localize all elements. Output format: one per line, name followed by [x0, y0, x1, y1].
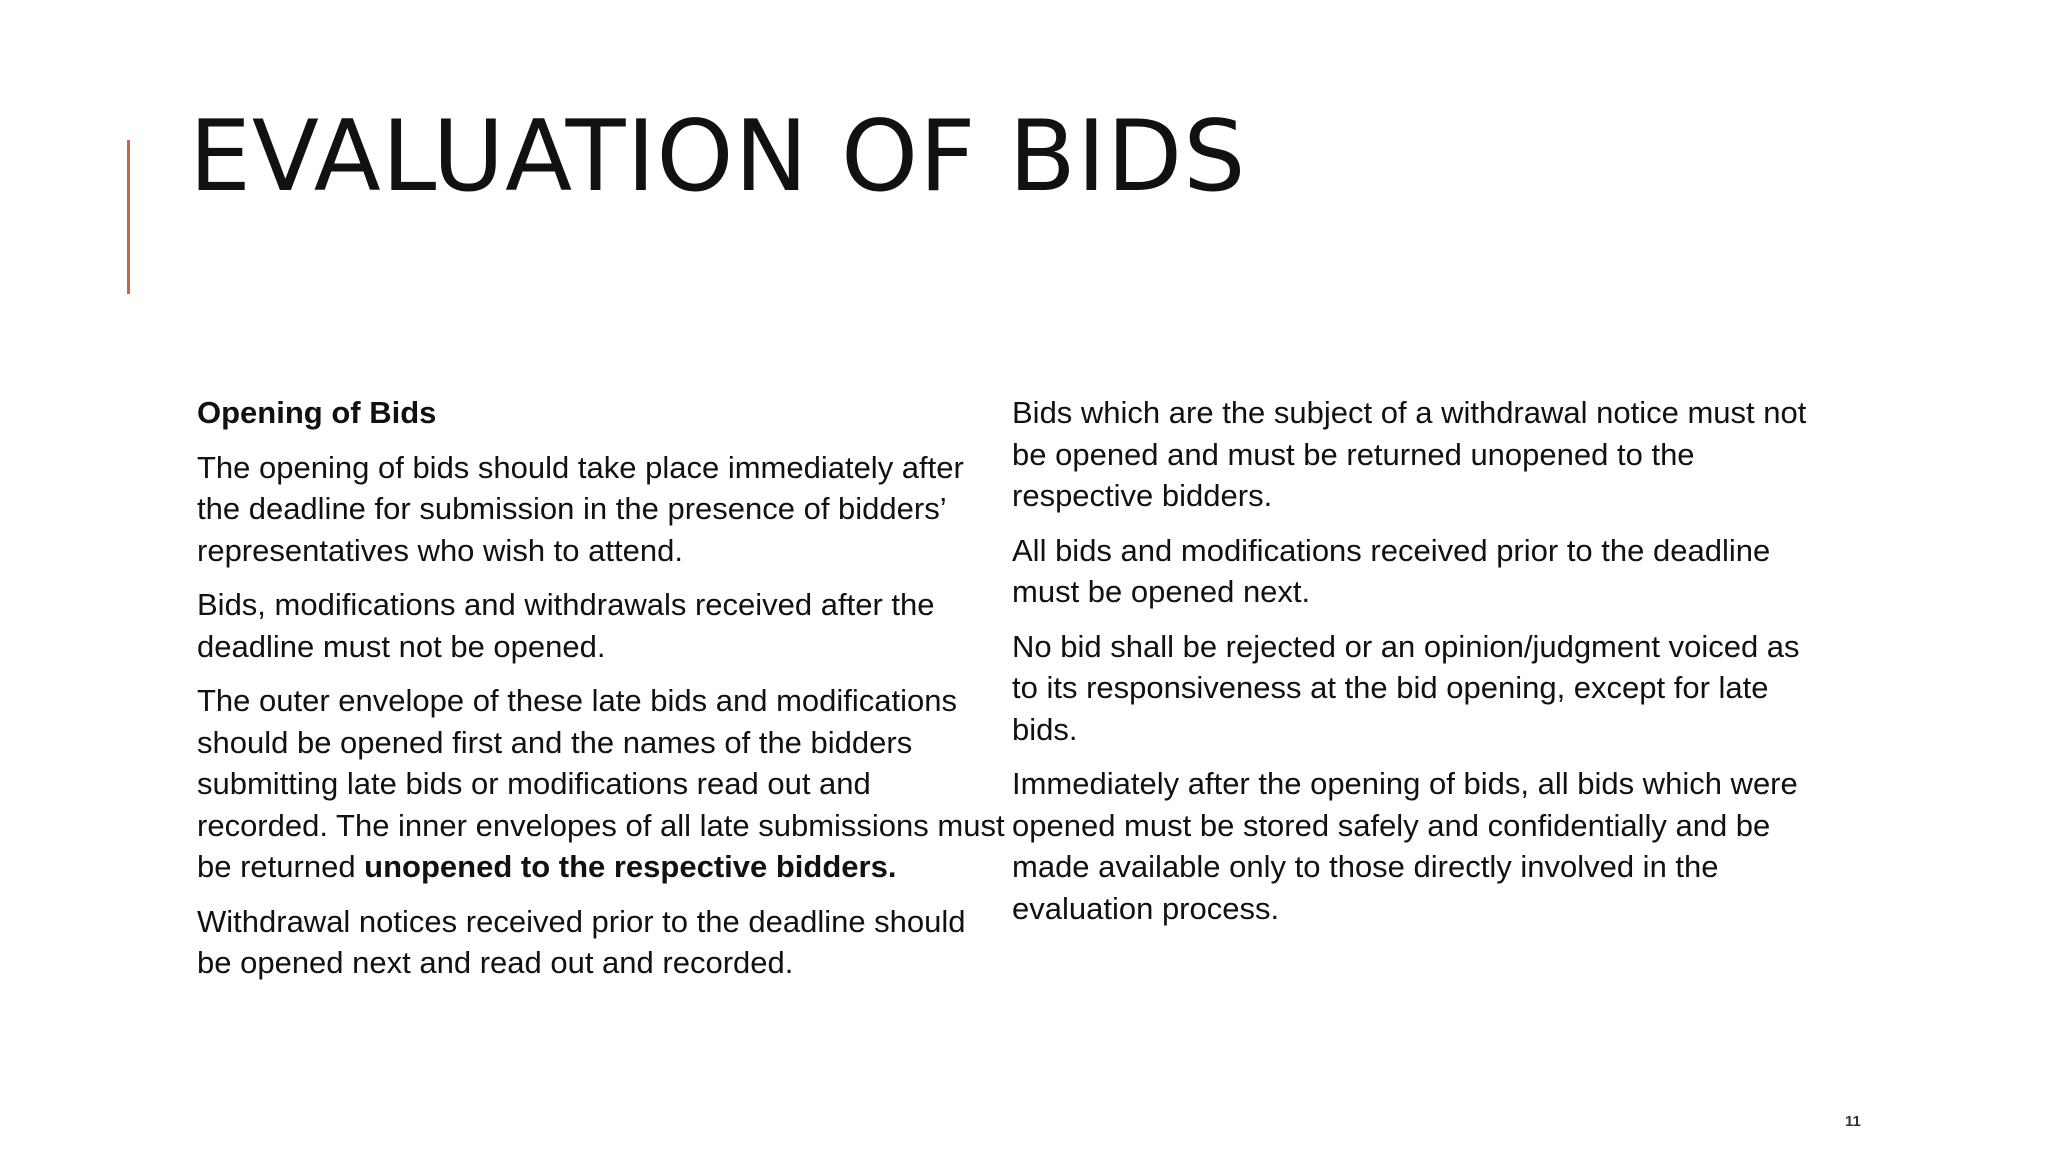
title-accent-bar [127, 140, 130, 294]
slide-title: EVALUATION OF BIDS [189, 100, 1247, 214]
paragraph-storage: Immediately after the opening of bids, all bids which were opened must be stored safely and confidentially and be made available only to those directly involved in the evaluation process. [1012, 766, 1798, 926]
paragraph-prior-bids: All bids and modifications received prior to the deadline must be opened next. [1012, 532, 1771, 609]
page-number: 11 [1845, 1113, 1861, 1130]
right-content-column [1012, 392, 1832, 942]
section-heading: Opening of Bids [197, 395, 437, 430]
paragraph-no-rejection: No bid shall be rejected or an opinion/judgment voiced as to its responsiveness at the bid opening, except for late bids. [1012, 628, 1800, 747]
paragraph-late-bids: Bids, modifications and withdrawals received after the deadline must not be opened. [197, 587, 935, 664]
paragraph-withdrawal-notices: Withdrawal notices received prior to the deadline should be opened next and read out and recorded. [197, 903, 966, 980]
outer-envelope-text: The outer envelope of these late bids and modifications should be opened first and the names of the bidders submitting late bids or modifications read out and recorded. The inner envelopes of all late submissions must be returned [197, 683, 1005, 884]
outer-envelope-bold-text: unopened to the respective bidders. [364, 849, 897, 884]
paragraph-opening-timing: The opening of bids should take place immediately after the deadline for submission in the presence of bidders’ representatives who wish to attend. [197, 449, 964, 568]
left-content-column [197, 392, 1007, 997]
paragraph-withdrawn-bids: Bids which are the subject of a withdrawal notice must not be opened and must be returned unopened to the respective bidders. [1012, 395, 1807, 513]
paragraph-outer-envelope [197, 680, 1007, 888]
